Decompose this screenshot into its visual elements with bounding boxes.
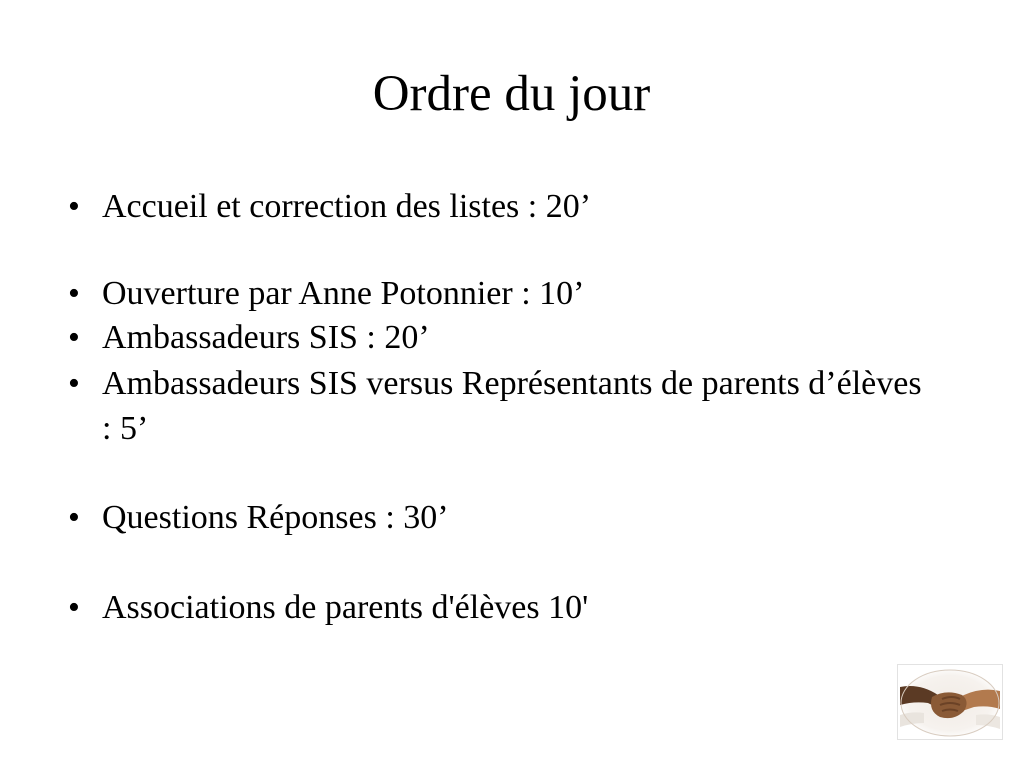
slide-title: Ordre du jour (372, 66, 651, 122)
agenda-item-opening (68, 271, 932, 316)
agenda-item-ambassadors (68, 315, 932, 360)
agenda-item-text: Accueil et correction des listes : 20’ (102, 188, 592, 225)
agenda-item-text: Ambassadeurs SIS : 20’ (102, 319, 430, 356)
agenda-item-parent-associations (68, 585, 932, 630)
bullet-icon: • (68, 499, 80, 536)
agenda-item-welcome (68, 184, 932, 229)
bullet-icon: • (68, 275, 80, 312)
bullet-icon: • (68, 188, 80, 225)
agenda-item-text: Ouverture par Anne Potonnier : 10’ (102, 275, 585, 312)
agenda-item-text: Associations de parents d'élèves 10' (102, 589, 589, 626)
agenda-item-ambassadors-vs-representatives (68, 361, 932, 451)
agenda-item-text: Questions Réponses : 30’ (102, 499, 449, 536)
bullet-icon: • (68, 589, 80, 626)
agenda-item-text: Ambassadeurs SIS versus Représentants de parents d’élèves : 5’ (102, 365, 922, 447)
bullet-icon: • (68, 365, 80, 402)
handshake-icon (897, 664, 1003, 740)
bullet-icon: • (68, 319, 80, 356)
agenda-item-questions (68, 495, 932, 540)
